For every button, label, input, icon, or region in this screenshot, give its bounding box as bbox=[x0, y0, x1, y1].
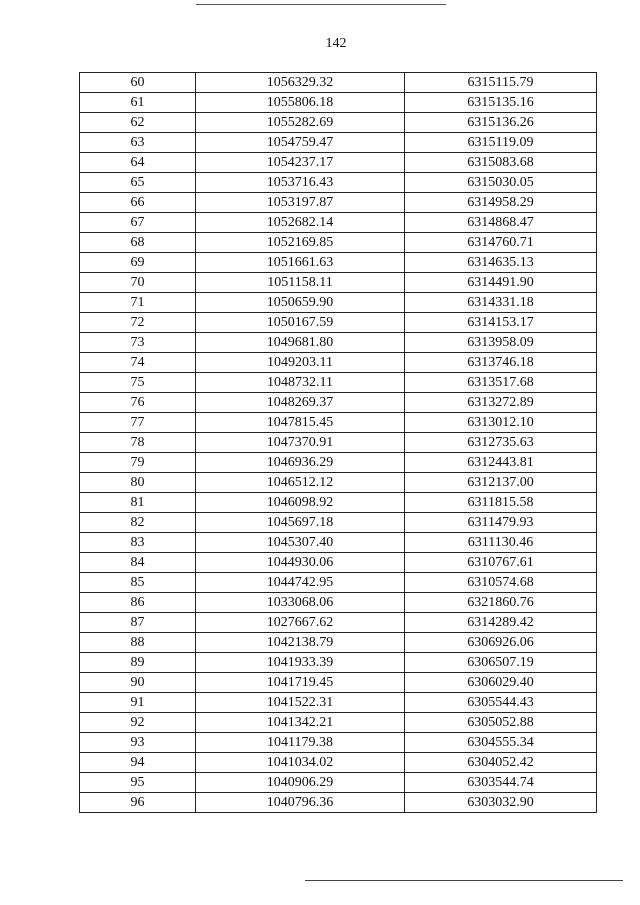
point-number-cell: 96 bbox=[80, 793, 196, 813]
table-row bbox=[80, 673, 597, 693]
table-row bbox=[80, 633, 597, 653]
point-number-cell: 70 bbox=[80, 273, 196, 293]
y-coordinate-cell: 6314868.47 bbox=[405, 213, 597, 233]
table-row bbox=[80, 433, 597, 453]
point-number-cell: 76 bbox=[80, 393, 196, 413]
point-number-cell: 61 bbox=[80, 93, 196, 113]
point-number-cell: 90 bbox=[80, 673, 196, 693]
table-row bbox=[80, 313, 597, 333]
y-coordinate-cell: 6314153.17 bbox=[405, 313, 597, 333]
y-coordinate-cell: 6311130.46 bbox=[405, 533, 597, 553]
x-coordinate-cell: 1048269.37 bbox=[196, 393, 405, 413]
table-row bbox=[80, 233, 597, 253]
table-row bbox=[80, 133, 597, 153]
table-row bbox=[80, 493, 597, 513]
x-coordinate-cell: 1053197.87 bbox=[196, 193, 405, 213]
y-coordinate-cell: 6313746.18 bbox=[405, 353, 597, 373]
y-coordinate-cell: 6313517.68 bbox=[405, 373, 597, 393]
y-coordinate-cell: 6315135.16 bbox=[405, 93, 597, 113]
y-coordinate-cell: 6315136.26 bbox=[405, 113, 597, 133]
x-coordinate-cell: 1041933.39 bbox=[196, 653, 405, 673]
coordinates-table-body bbox=[80, 73, 597, 813]
point-number-cell: 69 bbox=[80, 253, 196, 273]
point-number-cell: 95 bbox=[80, 773, 196, 793]
x-coordinate-cell: 1033068.06 bbox=[196, 593, 405, 613]
table-row bbox=[80, 573, 597, 593]
point-number-cell: 66 bbox=[80, 193, 196, 213]
y-coordinate-cell: 6315083.68 bbox=[405, 153, 597, 173]
point-number-cell: 73 bbox=[80, 333, 196, 353]
x-coordinate-cell: 1042138.79 bbox=[196, 633, 405, 653]
table-row bbox=[80, 353, 597, 373]
table-row bbox=[80, 793, 597, 813]
table-row bbox=[80, 413, 597, 433]
y-coordinate-cell: 6315119.09 bbox=[405, 133, 597, 153]
x-coordinate-cell: 1047815.45 bbox=[196, 413, 405, 433]
y-coordinate-cell: 6313012.10 bbox=[405, 413, 597, 433]
y-coordinate-cell: 6304052.42 bbox=[405, 753, 597, 773]
x-coordinate-cell: 1053716.43 bbox=[196, 173, 405, 193]
x-coordinate-cell: 1044742.95 bbox=[196, 573, 405, 593]
table-row bbox=[80, 653, 597, 673]
table-row bbox=[80, 293, 597, 313]
table-row bbox=[80, 473, 597, 493]
x-coordinate-cell: 1046936.29 bbox=[196, 453, 405, 473]
point-number-cell: 75 bbox=[80, 373, 196, 393]
x-coordinate-cell: 1040796.36 bbox=[196, 793, 405, 813]
table-row bbox=[80, 613, 597, 633]
x-coordinate-cell: 1041522.31 bbox=[196, 693, 405, 713]
x-coordinate-cell: 1050659.90 bbox=[196, 293, 405, 313]
x-coordinate-cell: 1041719.45 bbox=[196, 673, 405, 693]
x-coordinate-cell: 1049681.80 bbox=[196, 333, 405, 353]
point-number-cell: 91 bbox=[80, 693, 196, 713]
y-coordinate-cell: 6314958.29 bbox=[405, 193, 597, 213]
y-coordinate-cell: 6306507.19 bbox=[405, 653, 597, 673]
x-coordinate-cell: 1041342.21 bbox=[196, 713, 405, 733]
point-number-cell: 94 bbox=[80, 753, 196, 773]
table-row bbox=[80, 273, 597, 293]
x-coordinate-cell: 1046098.92 bbox=[196, 493, 405, 513]
y-coordinate-cell: 6314760.71 bbox=[405, 233, 597, 253]
point-number-cell: 67 bbox=[80, 213, 196, 233]
y-coordinate-cell: 6313958.09 bbox=[405, 333, 597, 353]
table-row bbox=[80, 93, 597, 113]
table-row bbox=[80, 373, 597, 393]
y-coordinate-cell: 6304555.34 bbox=[405, 733, 597, 753]
table-row bbox=[80, 113, 597, 133]
point-number-cell: 84 bbox=[80, 553, 196, 573]
y-coordinate-cell: 6315115.79 bbox=[405, 73, 597, 93]
y-coordinate-cell: 6303544.74 bbox=[405, 773, 597, 793]
scan-edge-top bbox=[196, 4, 446, 5]
point-number-cell: 87 bbox=[80, 613, 196, 633]
x-coordinate-cell: 1045697.18 bbox=[196, 513, 405, 533]
x-coordinate-cell: 1040906.29 bbox=[196, 773, 405, 793]
y-coordinate-cell: 6306926.06 bbox=[405, 633, 597, 653]
point-number-cell: 83 bbox=[80, 533, 196, 553]
point-number-cell: 64 bbox=[80, 153, 196, 173]
point-number-cell: 92 bbox=[80, 713, 196, 733]
y-coordinate-cell: 6315030.05 bbox=[405, 173, 597, 193]
table-row bbox=[80, 773, 597, 793]
point-number-cell: 74 bbox=[80, 353, 196, 373]
x-coordinate-cell: 1055282.69 bbox=[196, 113, 405, 133]
point-number-cell: 79 bbox=[80, 453, 196, 473]
point-number-cell: 62 bbox=[80, 113, 196, 133]
point-number-cell: 68 bbox=[80, 233, 196, 253]
table-row bbox=[80, 553, 597, 573]
x-coordinate-cell: 1056329.32 bbox=[196, 73, 405, 93]
table-row bbox=[80, 73, 597, 93]
y-coordinate-cell: 6312443.81 bbox=[405, 453, 597, 473]
y-coordinate-cell: 6306029.40 bbox=[405, 673, 597, 693]
x-coordinate-cell: 1051661.63 bbox=[196, 253, 405, 273]
point-number-cell: 85 bbox=[80, 573, 196, 593]
y-coordinate-cell: 6311479.93 bbox=[405, 513, 597, 533]
x-coordinate-cell: 1044930.06 bbox=[196, 553, 405, 573]
point-number-cell: 65 bbox=[80, 173, 196, 193]
table-row bbox=[80, 213, 597, 233]
table-row bbox=[80, 593, 597, 613]
table-row bbox=[80, 453, 597, 473]
point-number-cell: 72 bbox=[80, 313, 196, 333]
y-coordinate-cell: 6305544.43 bbox=[405, 693, 597, 713]
x-coordinate-cell: 1050167.59 bbox=[196, 313, 405, 333]
x-coordinate-cell: 1045307.40 bbox=[196, 533, 405, 553]
table-row bbox=[80, 693, 597, 713]
page-number: 142 bbox=[325, 36, 347, 51]
table-row bbox=[80, 733, 597, 753]
y-coordinate-cell: 6314289.42 bbox=[405, 613, 597, 633]
x-coordinate-cell: 1041179.38 bbox=[196, 733, 405, 753]
table-row bbox=[80, 253, 597, 273]
x-coordinate-cell: 1055806.18 bbox=[196, 93, 405, 113]
point-number-cell: 63 bbox=[80, 133, 196, 153]
x-coordinate-cell: 1041034.02 bbox=[196, 753, 405, 773]
point-number-cell: 78 bbox=[80, 433, 196, 453]
table-row bbox=[80, 333, 597, 353]
x-coordinate-cell: 1047370.91 bbox=[196, 433, 405, 453]
y-coordinate-cell: 6314491.90 bbox=[405, 273, 597, 293]
point-number-cell: 93 bbox=[80, 733, 196, 753]
x-coordinate-cell: 1052682.14 bbox=[196, 213, 405, 233]
table-row bbox=[80, 513, 597, 533]
y-coordinate-cell: 6314635.13 bbox=[405, 253, 597, 273]
y-coordinate-cell: 6303032.90 bbox=[405, 793, 597, 813]
y-coordinate-cell: 6312735.63 bbox=[405, 433, 597, 453]
point-number-cell: 82 bbox=[80, 513, 196, 533]
x-coordinate-cell: 1048732.11 bbox=[196, 373, 405, 393]
point-number-cell: 80 bbox=[80, 473, 196, 493]
table-row bbox=[80, 533, 597, 553]
table-row bbox=[80, 193, 597, 213]
x-coordinate-cell: 1054237.17 bbox=[196, 153, 405, 173]
x-coordinate-cell: 1051158.11 bbox=[196, 273, 405, 293]
point-number-cell: 60 bbox=[80, 73, 196, 93]
table-row bbox=[80, 173, 597, 193]
y-coordinate-cell: 6321860.76 bbox=[405, 593, 597, 613]
table-row bbox=[80, 753, 597, 773]
table-row bbox=[80, 713, 597, 733]
point-number-cell: 89 bbox=[80, 653, 196, 673]
table-row bbox=[80, 153, 597, 173]
y-coordinate-cell: 6305052.88 bbox=[405, 713, 597, 733]
x-coordinate-cell: 1054759.47 bbox=[196, 133, 405, 153]
y-coordinate-cell: 6314331.18 bbox=[405, 293, 597, 313]
y-coordinate-cell: 6312137.00 bbox=[405, 473, 597, 493]
y-coordinate-cell: 6313272.89 bbox=[405, 393, 597, 413]
y-coordinate-cell: 6310767.61 bbox=[405, 553, 597, 573]
x-coordinate-cell: 1027667.62 bbox=[196, 613, 405, 633]
x-coordinate-cell: 1052169.85 bbox=[196, 233, 405, 253]
point-number-cell: 86 bbox=[80, 593, 196, 613]
point-number-cell: 71 bbox=[80, 293, 196, 313]
x-coordinate-cell: 1049203.11 bbox=[196, 353, 405, 373]
point-number-cell: 77 bbox=[80, 413, 196, 433]
coordinates-table bbox=[79, 72, 597, 813]
scan-edge-bottom bbox=[305, 880, 623, 881]
table-row bbox=[80, 393, 597, 413]
y-coordinate-cell: 6311815.58 bbox=[405, 493, 597, 513]
point-number-cell: 81 bbox=[80, 493, 196, 513]
x-coordinate-cell: 1046512.12 bbox=[196, 473, 405, 493]
y-coordinate-cell: 6310574.68 bbox=[405, 573, 597, 593]
point-number-cell: 88 bbox=[80, 633, 196, 653]
